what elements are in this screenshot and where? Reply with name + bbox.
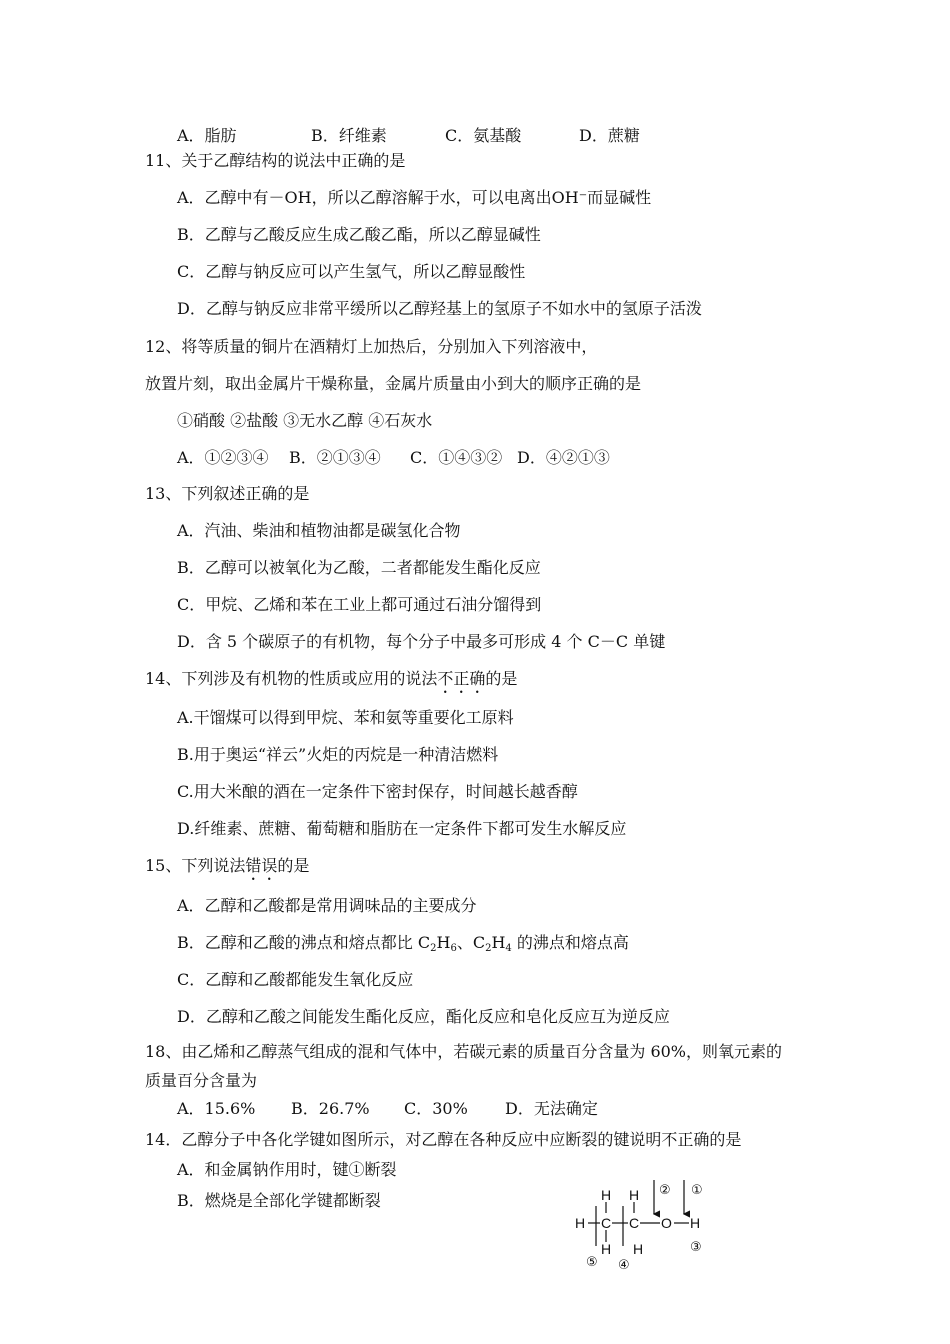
atom-h-top-2: H [629, 1187, 640, 1203]
label-bond-3: ③ [690, 1240, 702, 1255]
q12-stem-line1: 12、将等质量的铜片在酒精灯上加热后，分别加入下列溶液中， [145, 337, 598, 356]
label-bond-2: ② [659, 1183, 671, 1198]
q18-stem-line2: 质量百分含量为 [145, 1071, 258, 1090]
atom-c-1: C [601, 1215, 612, 1231]
q14a-stem [145, 669, 517, 697]
atom-h-bottom-2: H [633, 1241, 644, 1257]
q15-stem-pre: 15、下列说法 [145, 856, 246, 875]
q14a-stem-pre: 14、下列涉及有机物的性质或应用的说法 [145, 669, 438, 688]
formula-c2h4 [473, 933, 512, 952]
atom-h-right: H [690, 1215, 701, 1231]
formula-element: H [491, 933, 506, 952]
q18-option-c: C．30% [404, 1099, 468, 1118]
q14a-option-a: A.干馏煤可以得到甲烷、苯和氨等重要化工原料 [177, 708, 514, 727]
q15-option-c: C．乙醇和乙酸都能发生氧化反应 [177, 970, 414, 989]
q13-option-d: D．含 5 个碳原子的有机物，每个分子中最多可形成 4 个 C－C 单键 [177, 632, 666, 651]
q15-stem-post: 的是 [277, 856, 310, 875]
q15-option-b-post: 的沸点和熔点高 [511, 933, 629, 952]
q15-option-d: D．乙醇和乙酸之间能发生酯化反应，酯化反应和皂化反应互为逆反应 [177, 1007, 670, 1026]
q13-stem: 13、下列叙述正确的是 [145, 484, 310, 503]
atom-h-top-1: H [601, 1187, 612, 1203]
formula-subscript: 6 [450, 943, 457, 954]
formula-c2h6 [418, 933, 457, 952]
label-bond-5: ⑤ [586, 1255, 598, 1270]
label-bond-4: ④ [618, 1258, 630, 1273]
q18-option-d: D．无法确定 [505, 1099, 598, 1118]
q13-option-a: A．汽油、柴油和植物油都是碳氢化合物 [177, 521, 461, 540]
q13-option-c: C．甲烷、乙烯和苯在工业上都可通过石油分馏得到 [177, 595, 542, 614]
q14a-option-d: D.纤维素、蔗糖、葡萄糖和脂肪在一定条件下都可发生水解反应 [177, 819, 627, 838]
q15-stem [145, 856, 309, 884]
ethanol-bond-diagram [568, 1176, 718, 1276]
q14b-stem: 14．乙醇分子中各化学键如图所示，对乙醇在各种反应中应断裂的键说明不正确的是 [145, 1130, 742, 1149]
q14a-stem-emphasis: 不正确 [437, 669, 486, 688]
q12-option-c: C．①④③② [410, 448, 503, 467]
q12-option-a: A．①②③④ [177, 448, 269, 467]
atom-h-bottom-1: H [601, 1241, 612, 1257]
q18-stem-line1: 18、由乙烯和乙醇蒸气组成的混和气体中，若碳元素的质量百分含量为 60%，则氧元素的 [145, 1042, 783, 1061]
formula-element: H [436, 933, 451, 952]
q10-option-b: B．纤维素 [311, 126, 387, 145]
atom-o: O [661, 1215, 672, 1231]
q14a-stem-post: 的是 [485, 669, 518, 688]
q18-option-a: A．15.6% [177, 1099, 256, 1118]
q12-option-b: B．②①③④ [289, 448, 381, 467]
q18-option-b: B．26.7% [291, 1099, 370, 1118]
formula-element: C [472, 933, 486, 952]
q12-stem-line2: 放置片刻，取出金属片干燥称量，金属片质量由小到大的顺序正确的是 [145, 374, 642, 393]
formula-subscript: 2 [485, 943, 492, 954]
q15-option-b [177, 933, 629, 959]
q15-option-a: A．乙醇和乙酸都是常用调味品的主要成分 [177, 896, 477, 915]
q11-option-b: B．乙醇与乙酸反应生成乙酸乙酯，所以乙醇显碱性 [177, 225, 541, 244]
q15-stem-emphasis: 错误 [245, 856, 278, 875]
q11-stem: 11、关于乙醇结构的说法中正确的是 [145, 151, 406, 170]
atom-c-2: C [629, 1215, 640, 1231]
q12-option-d: D．④②①③ [517, 448, 610, 467]
q10-option-a: A．脂肪 [177, 126, 237, 145]
q11-option-d: D．乙醇与钠反应非常平缓所以乙醇羟基上的氢原子不如水中的氢原子活泼 [177, 299, 702, 318]
q15-option-b-pre: B．乙醇和乙酸的沸点和熔点都比 [177, 933, 418, 952]
q11-option-a: A．乙醇中有－OH，所以乙醇溶解于水，可以电离出OH⁻而显碱性 [177, 188, 652, 207]
q14a-option-b: B.用于奥运“祥云”火炬的丙烷是一种清洁燃料 [177, 745, 499, 764]
q14b-option-b: B．燃烧是全部化学键都断裂 [177, 1191, 381, 1210]
q14b-option-a: A．和金属钠作用时，键①断裂 [177, 1160, 397, 1179]
q10-option-c: C．氨基酸 [445, 126, 522, 145]
separator: 、 [456, 933, 473, 952]
q13-option-b: B．乙醇可以被氧化为乙酸，二者都能发生酯化反应 [177, 558, 541, 577]
formula-element: C [417, 933, 431, 952]
q12-items: ①硝酸 ②盐酸 ③无水乙醇 ④石灰水 [177, 411, 433, 430]
label-bond-1: ① [691, 1183, 703, 1198]
q14a-option-c: C.用大米酿的酒在一定条件下密封保存，时间越长越香醇 [177, 782, 578, 801]
atom-h-left: H [575, 1215, 586, 1231]
q10-option-d: D．蔗糖 [579, 126, 640, 145]
formula-subscript: 2 [430, 943, 437, 954]
formula-subscript: 4 [505, 943, 512, 954]
q11-option-c: C．乙醇与钠反应可以产生氢气，所以乙醇显酸性 [177, 262, 526, 281]
